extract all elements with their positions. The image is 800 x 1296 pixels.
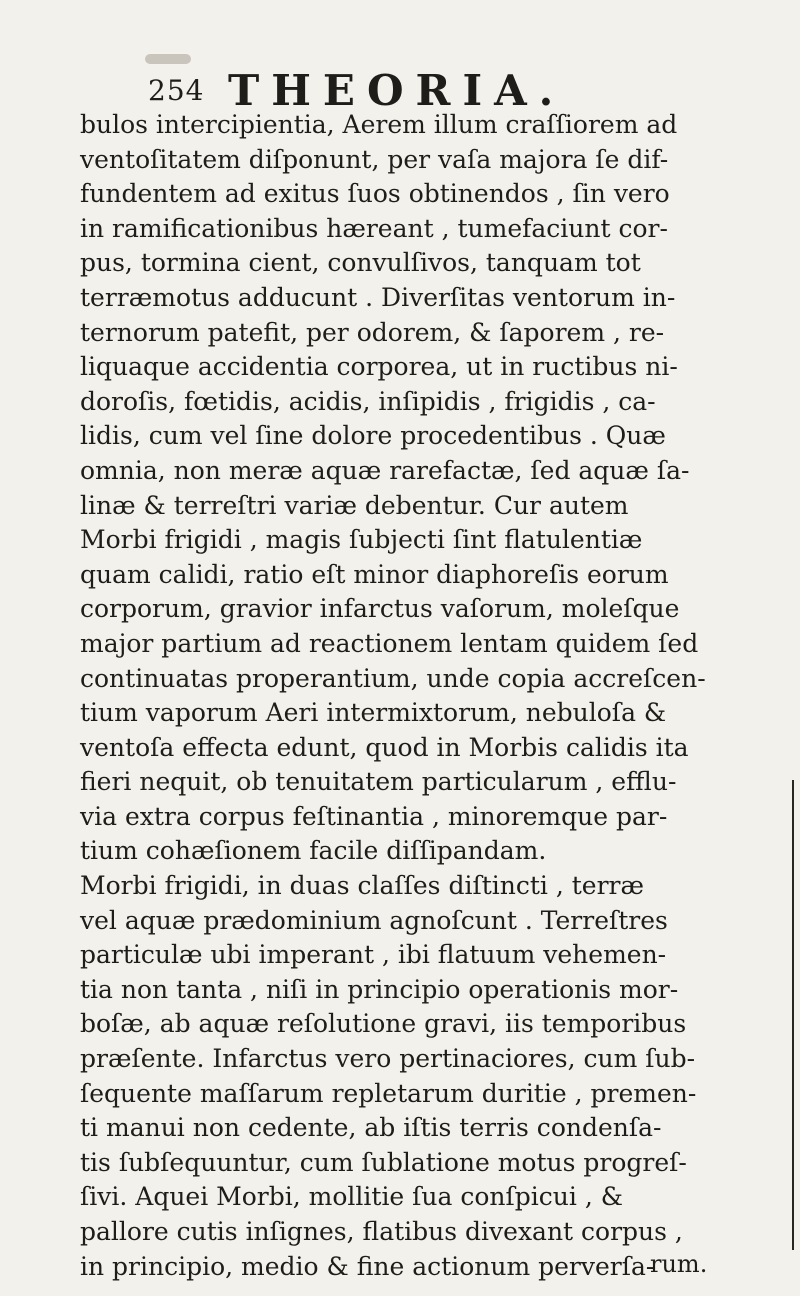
text-line: bulos intercipientia, Aerem illum craſſiorem ad <box>80 110 678 139</box>
text-line: tium cohæſionem facile diſſipandam. <box>80 836 547 866</box>
text-line: ventoſa effecta edunt, quod in Morbis calidis ita <box>80 732 689 762</box>
page-number: 254 <box>148 74 205 107</box>
text-line: ſivi. Aquei Morbi, mollitie ſua conſpicui , & <box>80 1182 623 1212</box>
text-line: ſequente maſſarum repletarum duritie , premen- <box>80 1078 697 1108</box>
text-line: ti manui non cedente, ab iſtis terris condenſa- <box>80 1113 662 1143</box>
text-line: Morbi frigidi , magis ſubjecti ſint flatulentiæ <box>80 525 643 555</box>
text-line: via extra corpus feſtinantia , minoremque par- <box>80 801 668 831</box>
text-line: continuatas properantium, unde copia accreſcen- <box>80 663 706 693</box>
text-line: boſæ, ab aquæ reſolutione gravi, iis temporibus <box>80 1009 687 1039</box>
text-line: lidis, cum vel ſine dolore procedentibus . Quæ <box>80 421 666 451</box>
text-line: omnia, non meræ aquæ rarefactæ, ſed aquæ ſa- <box>80 455 690 485</box>
text-line: particulæ ubi imperant , ibi flatuum vehemen- <box>80 940 667 970</box>
body-text <box>80 108 750 1284</box>
running-title: THEORIA. <box>228 66 566 115</box>
text-line: fieri nequit, ob tenuitatem particularum , efflu- <box>80 767 677 797</box>
text-line: tium vaporum Aeri intermixtorum, nebuloſa & <box>80 698 667 728</box>
text-line: tis ſubſequuntur, cum ſublatione motus progreſ- <box>80 1147 687 1177</box>
text-line: præſente. Infarctus vero pertinaciores, cum ſub- <box>80 1044 696 1074</box>
text-line: tia non tanta , niſi in principio operationis mor- <box>80 974 679 1004</box>
text-line: fundentem ad exitus ſuos obtinendos , ſin vero <box>80 179 670 209</box>
text-line: terræmotus adducunt . Diverſitas ventorum in- <box>80 282 676 312</box>
text-line: major partium ad reactionem lentam quidem ſed <box>80 628 699 658</box>
text-line: linæ & terreſtri variæ debentur. Cur autem <box>80 490 629 520</box>
text-line: ternorum patefit, per odorem, & ſaporem , re- <box>80 317 665 347</box>
page-header <box>148 62 708 115</box>
text-line: ventoſitatem diſponunt, per vaſa majora ſe dif- <box>80 144 669 174</box>
text-line: in ramificationibus hæreant , tumefaciunt cor- <box>80 213 668 243</box>
page-edge-line <box>792 780 794 1250</box>
text-line: pus, tormina cient, convulſivos, tanquam tot <box>80 248 641 278</box>
text-line: quam calidi, ratio eſt minor diaphoreſis eorum <box>80 559 669 589</box>
text-line: pallore cutis inſignes, flatibus divexant corpus , <box>80 1217 683 1246</box>
catchword: rum. <box>650 1250 708 1278</box>
text-line: in principio, medio & fine actionum perverſa- <box>80 1251 655 1281</box>
text-line: vel aquæ prædominium agnoſcunt . Terreſtres <box>80 905 668 935</box>
text-line: Morbi frigidi, in duas claſſes diſtincti , terræ <box>80 871 644 901</box>
text-line: doroſis, fœtidis, acidis, inſipidis , frigidis , ca- <box>80 386 656 416</box>
text-line: liquaque accidentia corporea, ut in ructibus ni- <box>80 352 678 382</box>
text-line: corporum, gravior infarctus vaſorum, moleſque <box>80 594 680 624</box>
